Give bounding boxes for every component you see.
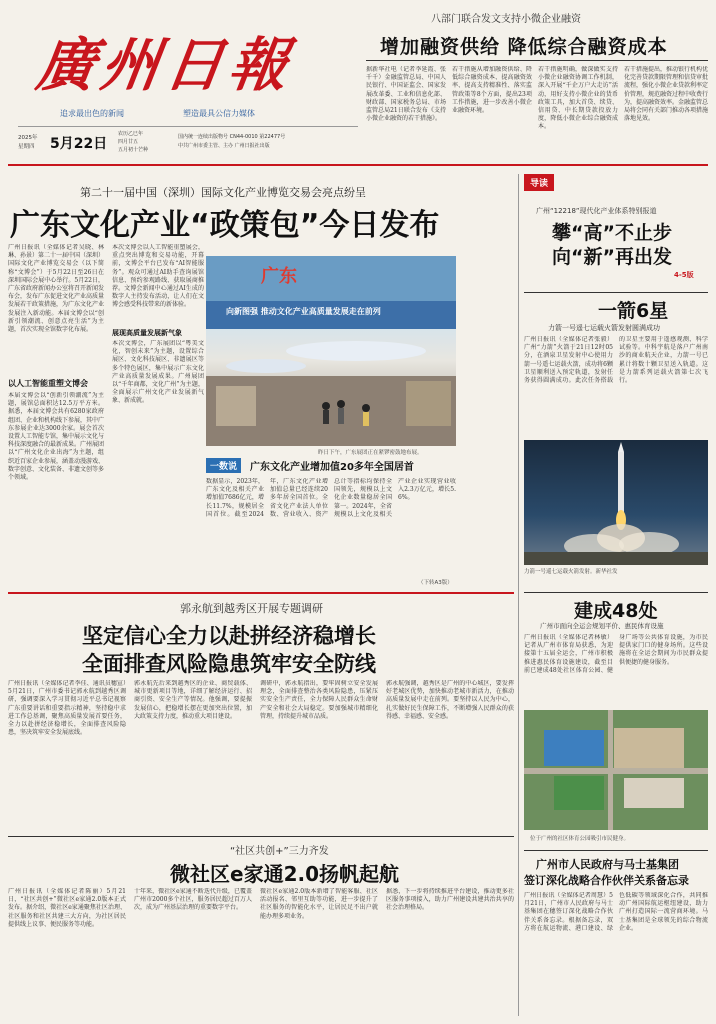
- party-headline-2[interactable]: 全面排查风险隐患筑牢安全防线: [82, 652, 376, 676]
- lead-col-2: 本次文博会以人工智能重塑展会，重点突出博览和交易功能，开幕前，文博会平台已发布“AI智能服务”。观众可通过AI助手查询展馆信息、预约参观路线、获取展商推荐。文博会新闻中心通过AI生成的数字人主持发布活动，让人们在文博会感受科技带来的新体验。: [112, 244, 204, 309]
- party-col-2: 郭永航先后来到越秀区的企业、商贸载体、城市更新项目等地，详细了解经济运行、招商引资、安全生产等情况。他强调，要提振发展信心，把稳增长摆在更加突出位置，加大政策支持力度，推动重大项目建设。: [134, 680, 252, 720]
- rocket-headline[interactable]: 一箭6星: [598, 300, 669, 322]
- top-story-col-3: 若干措施明确，做深做实支持小微企业融资协调工作机制，深入开展“千企万户大走访”活动，用好支持小微企业的货币政策工具，加大首贷、续贷、信用贷、中长期贷款投放力度，降低小微企业综合融资成本。: [538, 66, 618, 131]
- lead-photo[interactable]: [206, 256, 456, 446]
- party-col-3: 调研中，郭永航指出，要牢固树立安全发展理念，全面排查整治各类风险隐患，压紧压实安全生产责任，全力保障人民群众生命财产安全和社会大局稳定。要加强城市精细化管理，持续提升城市品质。: [260, 680, 378, 720]
- malaysia-text: 广州日报讯（全媒体记者周慧）5月21日，广州市人民政府与马士基集团在穗签订深化战略合作伙伴关系备忘录。根据备忘录，双方将在航运物流、港口建设、绿色低碳等领域深化合作，共同推动广州国际航运枢纽建设，助力广州打造国际一流营商环境。马士基集团是全球领先的综合物流企业。: [524, 892, 708, 932]
- guide-box[interactable]: [524, 174, 708, 286]
- slogan-left: 追求最出色的新闻: [60, 109, 124, 118]
- guide-page: 4-5版: [674, 271, 694, 279]
- top-story-col-4: 若干措施提出，推动银行机构优化完善贷款期限管理和信贷审批流程，强化小微企业贷款利率定价管理，规范融资过程中收费行为，提高融资效率。金融监管总局将会同有关部门推动各项措施落地见效。: [624, 66, 708, 123]
- newspaper-logo: 廣州日報: [32, 31, 299, 99]
- stat-strip: [206, 458, 456, 472]
- community-headline[interactable]: 微社区e家通2.0扬帆起航: [170, 862, 399, 886]
- rocket-photo[interactable]: [524, 440, 708, 565]
- lunar-1: 农历乙巳年: [118, 131, 144, 137]
- lead-col-2b: 本次文博会，广东展团以“粤美文化，智创未来”为主题，设置综合展区、文化科技展区、非遗展区等多个特色展区，集中展示广东文化产业高质量发展成果。广州展团以“千年商都，文化广州”为主题，全面展示广州文化产业发展新气象、新成就。: [112, 340, 204, 405]
- rocket-subhead: 力箭一号遥七运载火箭发射圆满成功: [548, 324, 660, 332]
- stat-text: 数据显示，2023年，广东文化及相关产业增加值7686亿元，增长11.7%，规模居全国首位。截至2024年，广东文化产业增加值总量已经连续20多年居全国首位。全省文化产业法人单位数、营业收入、资产总计等指标均保持全国领先，规模以上文化企业数量稳居全国第一。2024年，全省规模以上文化及相关产业企业实现营业收入2.3万亿元，增长5.6%。: [206, 478, 456, 518]
- lead-headline[interactable]: 广东文化产业“政策包”今日发布: [10, 208, 440, 243]
- date-main: 5月22日: [50, 136, 108, 152]
- lead-section-2-title: 展现高质量发展新气象: [112, 329, 182, 337]
- lead-kicker: 第二十一届中国（深圳）国际文化产业博览交易会亮点纷呈: [80, 186, 366, 199]
- photo-banner: 广东: [261, 266, 297, 287]
- guide-headline-2: 向“新”再出发: [552, 246, 672, 268]
- date-weekday: 星期四: [18, 144, 35, 150]
- community-kicker: “社区共创+”三力齐发: [230, 846, 329, 857]
- lunar-2: 四月廿五: [118, 139, 139, 145]
- rocket-text: 广州日报讯（全媒体记者张毅）广州“力箭”火箭于21日12时05分，在酒泉卫星发射中心使用力箭一号遥七运载火箭，成功将6颗卫星顺利送入预定轨道，发射任务获得圆满成功。此次任务搭载的卫星主要用于遥感观测、科学试验等。中科宇航是落户广州南沙的商业航天企业，力箭一号已累计将数十颗卫星送入轨道。这是力箭系列运载火箭第七次飞行。: [524, 336, 708, 385]
- exhibition-hall-illustration: [206, 256, 456, 446]
- housing-text: 广州日报讯（全媒体记者林敏）记者从广州市体育局获悉，为迎接第十五届全运会，广州市积极推进惠民体育设施建设，截至目前已建成48处社区体育公园、健身广场等公共体育设施，为市民提供家门口的健身场所。这些设施将在全运会期间为市民群众提供便捷的健身服务。: [524, 634, 708, 674]
- date-box: [18, 126, 358, 155]
- lunar-3: 五月初十芒种: [118, 147, 149, 153]
- top-story-kicker: 八部门联合发文支持小微企业融资: [431, 14, 581, 25]
- guide-headline-1: 攀“高”不止步: [552, 222, 672, 244]
- community-col-1: 广州日报讯（全媒体记者陈丽）5月21日，“社区共创+”微社区e家通2.0版本正式发布。据介绍，微社区e家通聚焦社区治理、社区服务和社区共建三大方向，为社区居民提供线上议事、便民服务等功能。: [8, 888, 126, 928]
- stat-title: 广东文化产业增加值20多年全国居首: [250, 462, 414, 473]
- pub-line-2: 中共广州市委主管、主办 广州日报社出版: [178, 143, 270, 149]
- housing-subhead: 广州市面向全运会规划平价、惠民体育设施: [540, 622, 664, 630]
- top-story-col-2: 若干措施从增加融资供给、降低综合融资成本、提高融资效率、提高支持精准性、落实监管政策等8个方面，提出23项工作措施，进一步改善小微企业融资环境。: [452, 66, 532, 115]
- party-col-1: 广州日报讯（全媒体记者李佳、通讯员穗宣）5月21日，广州市委书记郭永航到越秀区调研，强调要深入学习贯彻习近平总书记视察广东重要讲话和重要指示精神，坚持稳中求进工作总基调，聚焦高质量发展首要任务，全力以赴拼经济稳增长，全面排查风险隐患，坚决筑牢安全发展底线。: [8, 680, 126, 737]
- community-col-3: 微社区e家通2.0版本新增了智能客服、社区活动报名、邻里互助等功能，进一步提升了社区服务的智能化水平，让居民足不出户就能办理多项业务。: [260, 888, 378, 920]
- guide-label: 导读: [524, 174, 554, 191]
- masthead: [8, 0, 363, 158]
- top-story-col-1: 据新华社电（记者李延霞、张千千）金融监管总局、中国人民银行、中国证监会、国家发展改革委、工业和信息化部、财政部、国家税务总局、市场监管总局21日联合发布《支持小微企业融资的若干措施》。: [366, 66, 446, 123]
- housing-headline[interactable]: 建成48处: [574, 600, 658, 622]
- lead-col-1b: 本届文博会以“创新引领潮流”为主题，展馆总面积达12.5万平方米。据悉，本届文博会共有6280家政府组团、企业和机构线下参展，其中广东参展企业达3000余家。展会首次设置人工智能专馆，集中展示文化与科技深度融合的最新成果。广州展团以“广州文化企业出海”为主题，组织近百家企业参展，涵盖动漫游戏、数字创意、文化装备、非遗文创等多个领域。: [8, 392, 104, 482]
- rocket-illustration: [524, 440, 708, 565]
- sports-park-photo[interactable]: [524, 710, 708, 830]
- party-col-4: 郭永航强调，越秀区是广州的中心城区，要发挥好老城区优势，加快推动老城市新活力，在推动高质量发展中走在前列。要坚持以人民为中心，扎实做好民生保障工作，不断增强人民群众的获得感、幸福感、安全感。: [386, 680, 514, 720]
- lead-jump: （下转A3版）: [418, 580, 453, 586]
- malaysia-headline-1[interactable]: 广州市人民政府与马士基集团: [536, 858, 679, 871]
- community-col-4: 据悉，下一步将持续推进平台建设，推动更多社区服务事项接入，助力广州建设共建共治共享的社会治理格局。: [386, 888, 514, 912]
- sports-caption: 位于广州的社区体育公园吸引市民健身。: [530, 836, 630, 842]
- pub-line-1: 国内统一连续出版物号 CN44-0010 第22477号: [178, 134, 286, 140]
- park-aerial-illustration: [524, 710, 708, 830]
- top-story: [366, 8, 708, 158]
- lead-photo-caption: 昨日下午，广东展团正在紧锣密鼓地布展。: [318, 450, 423, 456]
- stat-label: 一数说: [206, 458, 241, 473]
- lead-col-1: 广州日报讯（全媒体记者吴晓、林琳、孙景）第二十一届中国（深圳）国际文化产业博览交易会（以下简称“文博会”）于5月22日至26日在深圳国际会展中心举行。5月22日，广东省政府新闻办公室将召开新闻发布会，发布广东促进文化产业高质量发展若干政策措施，为广东文化产业发展注入新动能。本届文博会以“创新引领潮流、创意点亮生活”为主题，首次实现全馆数字化布展。: [8, 244, 104, 334]
- party-kicker: 郭永航到越秀区开展专题调研: [180, 602, 323, 615]
- rocket-caption: 力箭一号遥七运载火箭发射。新华社发: [524, 569, 618, 575]
- malaysia-headline-2[interactable]: 签订深化战略合作伙伴关系备忘录: [524, 874, 689, 887]
- date-year: 2025年: [18, 135, 38, 141]
- slogan-right: 塑造最具公信力媒体: [183, 109, 255, 118]
- lead-section-1-title: 以人工智能重塑文博会: [8, 379, 88, 388]
- top-story-headline[interactable]: 增加融资供给 降低综合融资成本: [380, 36, 668, 58]
- party-headline-1[interactable]: 坚定信心全力以赴拼经济稳增长: [82, 624, 376, 648]
- photo-subtitle: 向新图强 推动文化产业高质量发展走在前列: [226, 307, 381, 316]
- guide-kicker: 广州“12218”现代化产业体系特别报道: [536, 207, 657, 215]
- community-col-2: 十年来，微社区e家通不断迭代升级，已覆盖广州市2000多个社区，服务居民超过百万人次，成为广州基层治理的重要数字平台。: [134, 888, 252, 912]
